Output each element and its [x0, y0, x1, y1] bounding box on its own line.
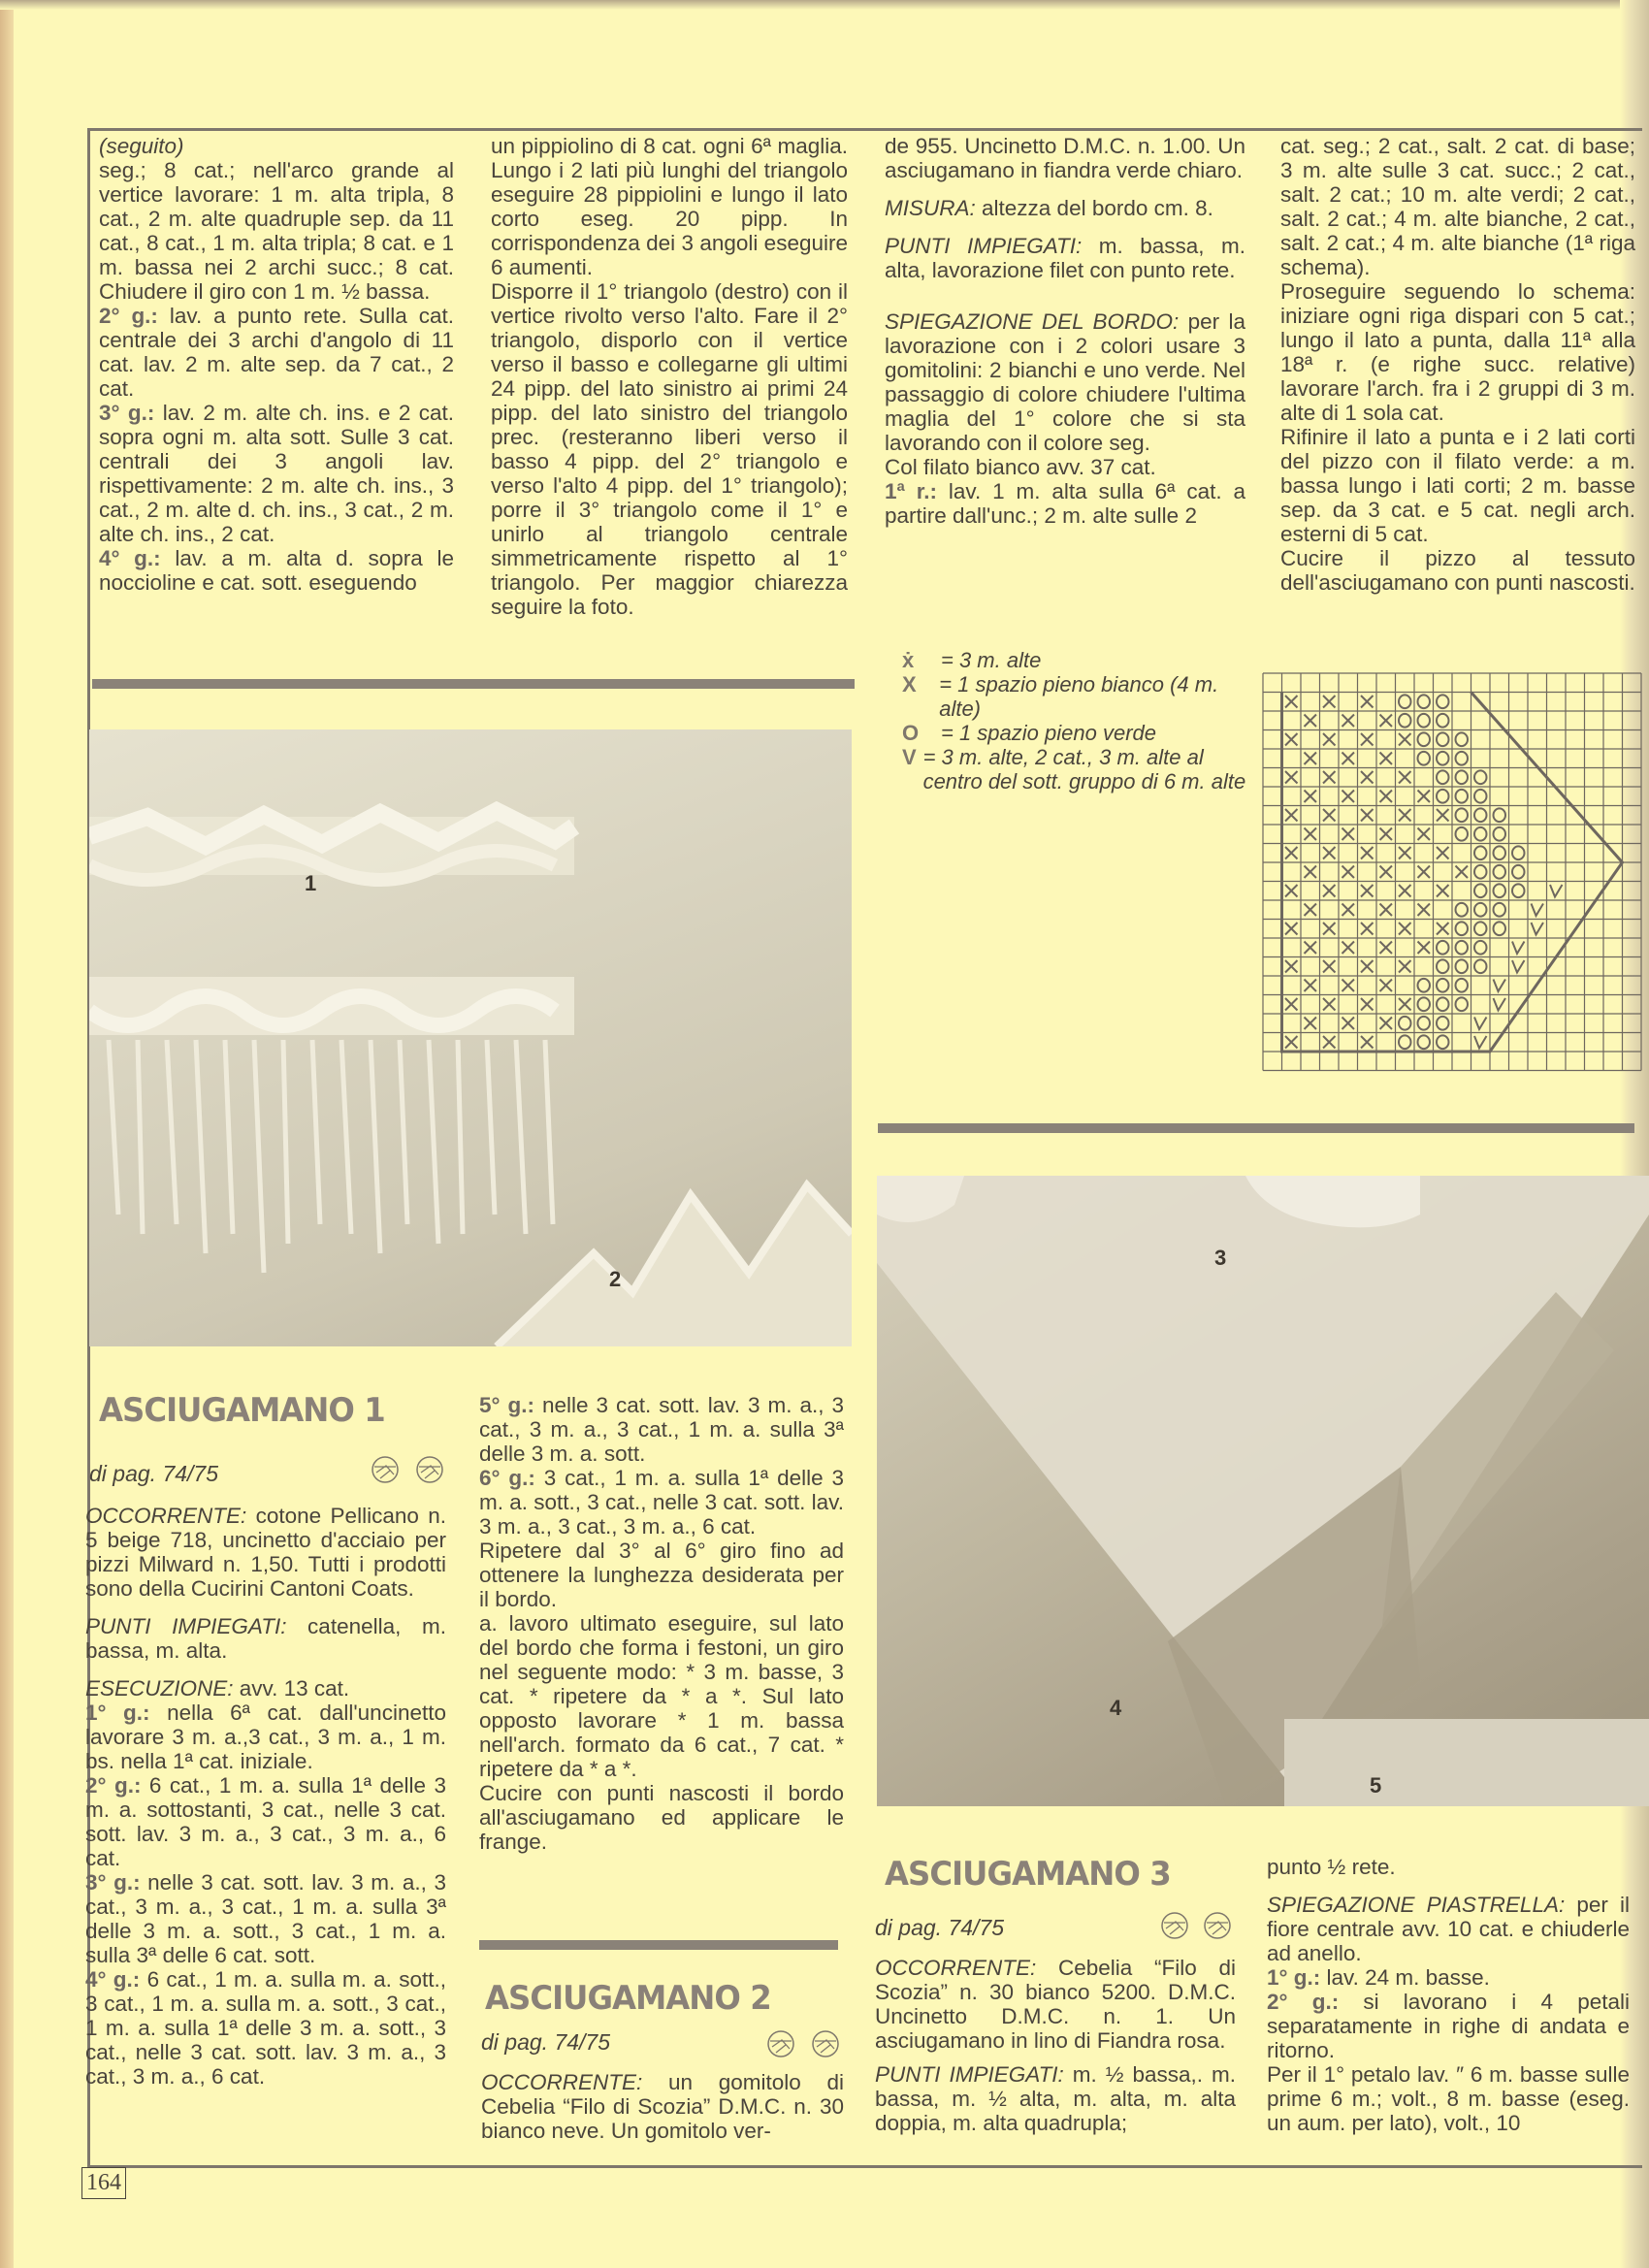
- circle-mark: [1494, 865, 1505, 879]
- cross-mark: [1342, 942, 1354, 954]
- cross-mark: [1418, 791, 1430, 802]
- paragraph: [481, 2070, 844, 2143]
- circle-mark: [1418, 1035, 1430, 1049]
- legend-text: = 1 spazio pieno bianco (4 m. alte): [939, 672, 1219, 721]
- paragraph: [885, 309, 1245, 455]
- section-text: altezza del bordo cm. 8.: [975, 196, 1213, 220]
- round-text: nella 6ª cat. dall'uncinetto lavorare 3 m. a.,3 cat., 3 m. a., 1 m. bs. nella 1ª cat. iniziale.: [85, 1701, 446, 1773]
- circle-mark: [1437, 732, 1448, 746]
- cross-mark: [1305, 715, 1316, 727]
- binding-edge: [0, 0, 14, 2268]
- section-label: ESECUZIONE:: [85, 1676, 234, 1701]
- circle-mark: [1437, 752, 1448, 765]
- cross-mark: [1285, 809, 1297, 821]
- paragraph: [885, 196, 1245, 220]
- section-text: m. bassa, m. alta, lavorazione filet con punto rete.: [885, 234, 1245, 282]
- cross-mark: [1361, 885, 1373, 896]
- section-label: SPIEGAZIONE DEL BORDO:: [885, 309, 1180, 334]
- cross-mark: [1323, 1036, 1335, 1048]
- circle-mark: [1437, 979, 1448, 992]
- top-column-3: [885, 134, 1245, 528]
- cross-mark: [1342, 791, 1354, 802]
- asciugamano1-column-1: [85, 1504, 446, 2089]
- paragraph: un pippiolino di 8 cat. ogni 6ª maglia. Lungo i 2 lati più lunghi del triangolo eseguire 28 pippiolini e lungo il lato corto eseg. 20 pipp. In corrispondenza dei 3 angoli eseguire 6 aumenti.: [491, 134, 848, 279]
- cross-mark: [1285, 771, 1297, 783]
- legend-text: = 1 spazio pieno verde: [941, 721, 1156, 745]
- circle-mark: [1418, 1017, 1430, 1030]
- page-reference: di pag. 74/75: [481, 2029, 611, 2055]
- circle-mark: [1494, 903, 1505, 917]
- circle-mark: [1456, 790, 1468, 803]
- page-reference: di pag. 74/75: [875, 1915, 1005, 1940]
- chart-legend: [902, 648, 1251, 794]
- cross-mark: [1456, 866, 1468, 878]
- three-dc-symbol-icon: ẋ: [902, 648, 915, 672]
- cross-mark: [1380, 715, 1392, 727]
- cross-mark: [1399, 998, 1410, 1010]
- cross-mark: [1399, 847, 1410, 859]
- circle-mark: [1456, 732, 1468, 746]
- circle-mark: [1418, 997, 1430, 1011]
- section-label: OCCORRENTE:: [85, 1504, 247, 1528]
- round-label: 2° g.:: [85, 1773, 142, 1798]
- circle-mark: [1437, 714, 1448, 728]
- top-column-1: [99, 134, 454, 595]
- cross-mark: [1323, 847, 1335, 859]
- cross-mark: [1285, 696, 1297, 707]
- paragraph: [85, 1614, 446, 1663]
- section-label: PUNTI IMPIEGATI:: [85, 1614, 287, 1638]
- section-text: avv. 13 cat.: [233, 1676, 350, 1701]
- circle-mark: [1437, 770, 1448, 784]
- circle-mark: [1474, 827, 1486, 841]
- round-label: 5° g.:: [479, 1393, 534, 1417]
- cross-mark: [1399, 885, 1410, 896]
- circle-mark: [1474, 770, 1486, 784]
- circle-mark: [1456, 922, 1468, 935]
- cross-mark: [1342, 715, 1354, 727]
- asciugamano3-column-1: [875, 1956, 1236, 2135]
- yarn-ball-icon: [371, 1455, 400, 1484]
- circle-mark: [1437, 695, 1448, 708]
- paragraph: [1267, 1893, 1630, 1965]
- photo-label: 3: [1214, 1246, 1227, 1270]
- cross-mark: [1361, 771, 1373, 783]
- cross-mark: [1305, 1018, 1316, 1029]
- circle-mark: [1437, 941, 1448, 955]
- legend-row: [902, 648, 1251, 672]
- cross-mark: [1323, 923, 1335, 934]
- section-text: Cebelia “Filo di Scozia” n. 30 bianco 5200. D.M.C. Uncinetto D.M.C. n. 1. Un asciugamano in lino di Fiandra rosa.: [875, 1956, 1236, 2053]
- round-label: 1° g.:: [85, 1701, 150, 1725]
- circle-mark: [1456, 827, 1468, 841]
- paragraph: [85, 1701, 446, 1773]
- circle-mark: [1418, 714, 1430, 728]
- paragraph: [99, 304, 454, 401]
- circle-mark: [1474, 808, 1486, 822]
- circle-mark: [1494, 884, 1505, 897]
- cross-mark: [1323, 696, 1335, 707]
- cross-mark: [1399, 809, 1410, 821]
- paragraph: [1267, 1965, 1630, 1990]
- cross-mark: [1361, 923, 1373, 934]
- section-title: ASCIUGAMANO 1: [99, 1391, 385, 1430]
- paragraph: Per il 1° petalo lav. ″ 6 m. basse sulle prime 6 m.; volt., 8 m. basse (eseg. un aum. per lato), volt., 10: [1267, 2062, 1630, 2135]
- asciugamano3-column-2: [1267, 1855, 1630, 2135]
- circle-mark: [1512, 846, 1524, 859]
- circle-symbol-icon: O: [902, 721, 920, 745]
- paragraph: Rifinire il lato a punta e i 2 lati corti del pizzo con il filato verde: a m. bassa lungo i lati corti; 2 m. basse sep. da 3 cat. e 5 cat. negli arch. esterni di 5 cat.: [1280, 425, 1635, 546]
- cross-mark: [1285, 885, 1297, 896]
- round-label: 3° g.:: [85, 1870, 141, 1895]
- cross-symbol-icon: X: [902, 672, 917, 697]
- lace-illustration: [89, 729, 852, 1346]
- circle-mark: [1418, 732, 1430, 746]
- page-number: 164: [81, 2167, 126, 2199]
- circle-mark: [1418, 695, 1430, 708]
- circle-mark: [1474, 903, 1486, 917]
- circle-mark: [1456, 979, 1468, 992]
- cross-mark: [1285, 1036, 1297, 1048]
- legend-row: [902, 721, 1251, 745]
- cross-mark: [1437, 847, 1448, 859]
- paragraph: Proseguire seguendo lo schema: iniziare ogni riga dispari con 5 cat.; lungo il lato a punta, dalla 11ª alla 18ª r. (e righe succ. relative) lavorare l'arch. fra i 2 gruppi di 3 m. alte di 1 sola cat.: [1280, 279, 1635, 425]
- paragraph: [1267, 1990, 1630, 2062]
- section-label: OCCORRENTE:: [875, 1956, 1037, 1980]
- paragraph: cat. seg.; 2 cat., salt. 2 cat. di base; 3 m. alte sulle 3 cat. succ.; 2 cat., salt. 2 cat.; 10 m. alte verdi; 2 cat., salt. 2 cat.; 4 m. alte bianche, 2 cat., salt. 2 cat.; 4 m. alte bianche (1ª riga schema).: [1280, 134, 1635, 279]
- v-mark: [1550, 885, 1562, 896]
- cross-mark: [1399, 960, 1410, 972]
- cross-mark: [1323, 960, 1335, 972]
- paragraph: punto ½ rete.: [1267, 1855, 1396, 1879]
- yarn-ball-icon: [811, 2029, 840, 2058]
- photo-towels-1-2: [89, 729, 852, 1346]
- yarn-ball-icon: [766, 2029, 795, 2058]
- section-label: PUNTI IMPIEGATI:: [885, 234, 1083, 258]
- cross-mark: [1399, 923, 1410, 934]
- v-mark: [1512, 960, 1524, 972]
- circle-mark: [1399, 714, 1410, 728]
- section-label: SPIEGAZIONE PIASTRELLA:: [1267, 1893, 1566, 1917]
- cross-mark: [1305, 753, 1316, 764]
- cross-mark: [1361, 960, 1373, 972]
- v-mark: [1532, 923, 1543, 934]
- paragraph: seg.; 8 cat.; nell'arco grande al vertice lavorare: 1 m. alta tripla, 8 cat., 2 m. alte quadruple sep. da 11 cat., 8 cat., 1 m. alta tripla; 8 cat. e 1 m. bassa nei 2 archi succ.; 8 cat. Chiudere il giro con 1 m. ½ bassa.: [99, 158, 454, 304]
- cross-mark: [1418, 828, 1430, 840]
- section-text: un gomitolo di Cebelia “Filo di Scozia” D.M.C. n. 30 bianco neve. Un gomitolo ver-: [481, 2070, 844, 2143]
- cross-mark: [1399, 771, 1410, 783]
- circle-mark: [1456, 941, 1468, 955]
- cross-mark: [1342, 828, 1354, 840]
- yarn-ball-icon: [1203, 1911, 1232, 1940]
- circle-mark: [1437, 997, 1448, 1011]
- paragraph: [85, 1676, 446, 1701]
- section-label: OCCORRENTE:: [481, 2070, 643, 2094]
- cross-mark: [1361, 696, 1373, 707]
- cross-mark: [1285, 733, 1297, 745]
- circle-mark: [1512, 865, 1524, 879]
- paragraph: de 955. Uncinetto D.M.C. n. 1.00. Un asciugamano in fiandra verde chiaro.: [885, 134, 1245, 182]
- circle-mark: [1494, 827, 1505, 841]
- photo-label: 4: [1110, 1696, 1122, 1720]
- paragraph: [85, 1870, 446, 1967]
- circle-mark: [1437, 790, 1448, 803]
- circle-mark: [1456, 997, 1468, 1011]
- circle-mark: [1474, 959, 1486, 973]
- cross-mark: [1323, 885, 1335, 896]
- cross-mark: [1380, 828, 1392, 840]
- cross-mark: [1380, 980, 1392, 991]
- circle-mark: [1437, 959, 1448, 973]
- paragraph: Cucire il pizzo al tessuto dell'asciugamano con punti nascosti.: [1280, 546, 1635, 595]
- cross-mark: [1361, 1036, 1373, 1048]
- circle-mark: [1474, 846, 1486, 859]
- page-reference: di pag. 74/75: [89, 1461, 219, 1486]
- cross-mark: [1380, 866, 1392, 878]
- circle-mark: [1437, 1017, 1448, 1030]
- legend-row: [902, 672, 1251, 721]
- paragraph: [85, 1773, 446, 1870]
- divider: [479, 1940, 838, 1950]
- paragraph: [479, 1393, 844, 1466]
- cross-mark: [1342, 753, 1354, 764]
- cross-mark: [1418, 942, 1430, 954]
- round-text: si lavorano i 4 petali separatamente in righe di andata e ritorno.: [1267, 1990, 1630, 2062]
- round-text: 3 cat., 1 m. a. sulla 1ª delle 3 m. a. sott., 3 cat., nelle 3 cat. sott. lav. 3 m. a., 3 cat., 3 m. a., 6 cat.: [479, 1466, 844, 1539]
- cross-mark: [1285, 960, 1297, 972]
- paragraph: [85, 1504, 446, 1601]
- divider: [878, 1123, 1634, 1133]
- section-label: MISURA:: [885, 196, 976, 220]
- cross-mark: [1342, 904, 1354, 916]
- paragraph: Ripetere dal 3° al 6° giro fino ad ottenere la lunghezza desiderata per il bordo.: [479, 1539, 844, 1611]
- round-label: 4° g.:: [85, 1967, 141, 1992]
- cross-mark: [1437, 923, 1448, 934]
- filet-chart: [1259, 669, 1647, 1077]
- round-label: 3° g.:: [99, 401, 155, 425]
- round-text: nelle 3 cat. sott. lav. 3 m. a., 3 cat., 3 m. a., 3 cat., 1 m. a. sulla 3ª delle 3 m. a. sott.: [479, 1393, 844, 1466]
- section-text: per il fiore centrale avv. 10 cat. e chiuderle ad anello.: [1267, 1893, 1630, 1965]
- asciugamano1-column-2: [479, 1393, 844, 1854]
- round-label: 2° g.:: [99, 304, 158, 328]
- cross-mark: [1361, 733, 1373, 745]
- cross-mark: [1323, 733, 1335, 745]
- photo-towels-3-5: [877, 1176, 1649, 1806]
- round-text: lav. a m. alta d. sopra le noccioline e cat. sott. eseguendo: [99, 546, 454, 595]
- v-mark: [1494, 980, 1505, 991]
- cross-mark: [1285, 847, 1297, 859]
- circle-mark: [1399, 695, 1410, 708]
- round-label: 2° g.:: [1267, 1990, 1340, 2014]
- circle-mark: [1456, 903, 1468, 917]
- section-text: m. ½ bassa,. m. bassa, m. ½ alta, m. alta, m. alta doppia, m. alta quadrupla;: [875, 2062, 1236, 2135]
- paragraph: Disporre il 1° triangolo (destro) con il vertice rivolto verso l'alto. Fare il 2° triangolo, disporlo con il vertice verso il basso e collegarne gli ultimi 24 pipp. del lato sinistro ai primi 24 pipp. del lato sinistro del triangolo prec. (resteranno liberi verso il basso 4 pipp. del 2° triangolo e verso l'alto 4 pipp. del 1° triangolo); porre il 3° triangolo come il 1° e unirlo al triangolo centrale simmetricamente rispetto al 1° triangolo. Per maggior chiarezza seguire la foto.: [491, 279, 848, 619]
- section-title: ASCIUGAMANO 3: [885, 1855, 1171, 1894]
- circle-mark: [1494, 846, 1505, 859]
- circle-mark: [1418, 752, 1430, 765]
- cross-mark: [1418, 866, 1430, 878]
- row-text: lav. 1 m. alta sulla 6ª cat. a partire dall'unc.; 2 m. alte sulle 2: [885, 479, 1245, 528]
- section-text: per la lavorazione con i 2 colori usare 3 gomitolini: 2 bianchi e uno verde. Nel passaggio di colore chiudere l'ultima maglia del 1° colore che si sta lavorando con il colore seg.: [885, 309, 1245, 455]
- cross-mark: [1323, 998, 1335, 1010]
- paragraph: [85, 1967, 446, 2089]
- cross-mark: [1361, 847, 1373, 859]
- cross-mark: [1285, 923, 1297, 934]
- asciugamano2-text: [481, 2070, 844, 2143]
- round-label: 4° g.:: [99, 546, 161, 570]
- cross-mark: [1342, 980, 1354, 991]
- cross-mark: [1305, 942, 1316, 954]
- circle-mark: [1399, 1035, 1410, 1049]
- cross-mark: [1342, 1018, 1354, 1029]
- paragraph: [885, 479, 1245, 528]
- photo-label: 2: [609, 1267, 622, 1291]
- cross-mark: [1305, 828, 1316, 840]
- cross-mark: [1437, 885, 1448, 896]
- cross-mark: [1380, 942, 1392, 954]
- v-symbol-icon: V: [902, 745, 917, 769]
- cross-mark: [1305, 904, 1316, 916]
- v-mark: [1474, 1036, 1486, 1048]
- paragraph: Cucire con punti nascosti il bordo all'asciugamano ed applicare le frange.: [479, 1781, 844, 1854]
- yarn-ball-icon: [1160, 1911, 1189, 1940]
- cross-mark: [1361, 809, 1373, 821]
- cross-mark: [1342, 866, 1354, 878]
- paragraph: [885, 234, 1245, 282]
- photo-label: 5: [1370, 1773, 1382, 1798]
- row-label: 1ª r.:: [885, 479, 937, 503]
- cross-mark: [1305, 791, 1316, 802]
- paragraph: Col filato bianco avv. 37 cat.: [885, 455, 1156, 479]
- cross-mark: [1380, 791, 1392, 802]
- v-mark: [1474, 1018, 1486, 1029]
- cross-mark: [1399, 733, 1410, 745]
- cross-mark: [1361, 998, 1373, 1010]
- circle-mark: [1456, 752, 1468, 765]
- circle-mark: [1494, 922, 1505, 935]
- round-text: nelle 3 cat. sott. lav. 3 m. a., 3 cat., 3 m. a., 3 cat., 1 m. a. sulla 3ª delle 3 m. a. sott., 3 cat., 1 m. a. sulla 3ª delle 6 cat. sott.: [85, 1870, 446, 1967]
- circle-mark: [1512, 884, 1524, 897]
- circle-mark: [1456, 808, 1468, 822]
- circle-mark: [1474, 941, 1486, 955]
- round-label: 6° g.:: [479, 1466, 535, 1490]
- circle-mark: [1456, 959, 1468, 973]
- round-label: 1° g.:: [1267, 1965, 1321, 1990]
- cross-mark: [1380, 753, 1392, 764]
- scan-shadow-top: [0, 0, 1649, 10]
- cross-mark: [1380, 1018, 1392, 1029]
- legend-row: [902, 745, 1251, 794]
- circle-mark: [1474, 790, 1486, 803]
- top-column-4: [1280, 134, 1635, 595]
- paragraph: [479, 1466, 844, 1539]
- circle-mark: [1418, 979, 1430, 992]
- legend-text: = 3 m. alte: [941, 648, 1042, 672]
- cross-mark: [1437, 809, 1448, 821]
- cross-mark: [1305, 980, 1316, 991]
- paragraph: a. lavoro ultimato eseguire, sul lato del bordo che forma i festoni, un giro nel seguente modo: * 3 m. basse, 3 cat. * ripetere da * a *. Sul lato opposto lavorare * 1 m. bassa nell'arch. formato da 6 cat., 7 cat. * ripetere da * a *.: [479, 1611, 844, 1781]
- v-mark: [1532, 904, 1543, 916]
- circle-mark: [1437, 1035, 1448, 1049]
- round-text: lav. 2 m. alte ch. ins. e 2 cat. sopra ogni m. alta sott. Sulle 3 cat. centrali dei 3 angoli lav. rispettivamente: 2 m. alte ch. ins., 3 cat., 2 m. alte d. ch. ins., 3 cat., 2 m. alte ch. ins., 2 cat.: [99, 401, 454, 546]
- cross-mark: [1305, 866, 1316, 878]
- v-mark: [1512, 942, 1524, 954]
- circle-mark: [1494, 808, 1505, 822]
- cross-mark: [1323, 771, 1335, 783]
- lace-illustration: [877, 1176, 1649, 1806]
- cross-mark: [1418, 904, 1430, 916]
- top-column-2: [491, 134, 848, 619]
- round-text: 6 cat., 1 m. a. sulla m. a. sott., 3 cat., 1 m. a. sulla m. a. sott., 3 cat., 1 m. a. sulla 1ª delle 3 m. a. sott., 3 cat., nelle 3 cat. sott. lav. 3 m. a., 3 cat., 3 m. a., 6 cat.: [85, 1967, 446, 2089]
- cross-mark: [1285, 998, 1297, 1010]
- circle-mark: [1456, 770, 1468, 784]
- circle-mark: [1474, 884, 1486, 897]
- round-text: lav. 24 m. basse.: [1320, 1965, 1490, 1990]
- section-text: catenella, m. bassa, m. alta.: [85, 1614, 446, 1663]
- round-text: lav. a punto rete. Sulla cat. centrale dei 3 archi d'angolo di 11 cat. lav. 2 m. alte sep. da 7 cat., 2 cat.: [99, 304, 454, 401]
- section-text: cotone Pellicano n. 5 beige 718, uncinetto d'acciaio per pizzi Milward n. 1,50. Tutti i prodotti sono della Cucirini Cantoni Coats.: [85, 1504, 446, 1601]
- continued-label: (seguito): [99, 134, 184, 158]
- paragraph: [875, 1956, 1236, 2053]
- yarn-ball-icon: [415, 1455, 444, 1484]
- v-mark: [1494, 998, 1505, 1010]
- circle-mark: [1399, 1017, 1410, 1030]
- cross-mark: [1323, 809, 1335, 821]
- circle-mark: [1474, 865, 1486, 879]
- paragraph: [99, 401, 454, 546]
- divider: [92, 679, 855, 689]
- section-label: PUNTI IMPIEGATI:: [875, 2062, 1064, 2087]
- paragraph: [875, 2062, 1236, 2135]
- legend-text: = 3 m. alte, 2 cat., 3 m. alte al centro del sott. gruppo di 6 m. alte: [922, 745, 1246, 794]
- cross-mark: [1380, 904, 1392, 916]
- section-title: ASCIUGAMANO 2: [485, 1979, 771, 2018]
- round-text: 6 cat., 1 m. a. sulla 1ª delle 3 m. a. sottostanti, 3 cat., nelle 3 cat. sott. lav. 3 m. a., 3 cat., 3 m. a., 6 cat.: [85, 1773, 446, 1870]
- paragraph: [99, 546, 454, 595]
- photo-label: 1: [305, 871, 317, 895]
- circle-mark: [1474, 922, 1486, 935]
